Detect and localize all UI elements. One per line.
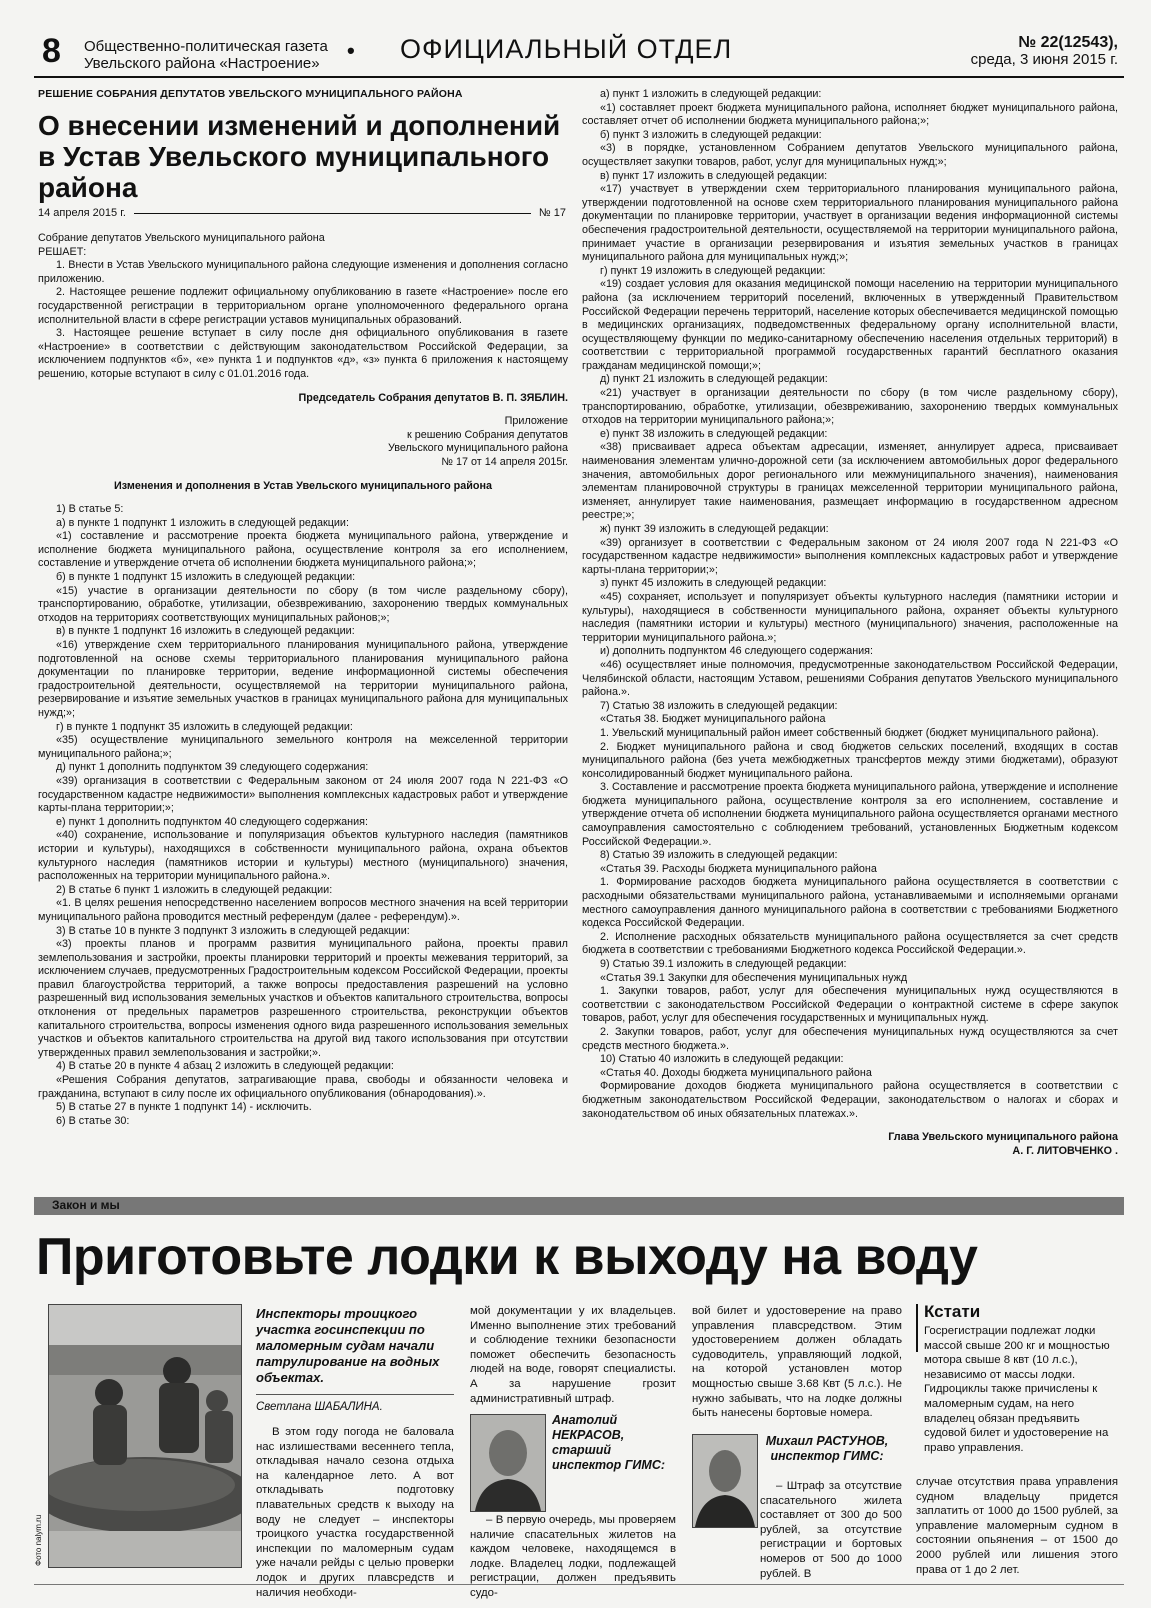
- article-paragraph: мой документации у их владельцев. Именно выполнение этих требований и соблюдение техники безопасности поможет обеспечить безопасность людей на воде, говорят специалисты. А за нарушение грозит административный штраф.: [470, 1305, 676, 1405]
- decree-paragraph: 9) Статью 39.1 изложить в следующей редакции:: [600, 958, 847, 970]
- decree-paragraph: г) в пункте 1 подпункт 35 изложить в следующей редакции:: [56, 720, 353, 733]
- decree-paragraph: РЕШАЕТ:: [38, 245, 87, 258]
- boat-photo-drawing: [49, 1305, 241, 1567]
- decree-paragraph: «19) создает условия для оказания медицинской помощи населению на территории муниципального района (за исключением территорий поселений, включенных в утвержденный Правительством Российской Федерации перечень территорий, население которых обеспечивается медицинской помощью в медицинских организациях, подведомственных федеральному органу исполнительной власти, осуществляющему функции по медико-санитарному обеспечению населения отдельных территорий) в соответствии с территориальной программой государственных гарантий бесплатного оказания гражданам медицинской помощи;»;: [582, 278, 1118, 372]
- decree-paragraph: е) пункт 38 изложить в следующей редакции:: [600, 427, 828, 440]
- decree-paragraph: к решению Собрания депутатов: [406, 428, 568, 441]
- decree-paragraph: «21) участвует в организации деятельности по сбору (в том числе раздельному сбору), транспортированию, обработке, утилизации, обезвреживанию, захоронению твердых коммунальных отходов на территории муниципального района;»;: [582, 387, 1118, 427]
- decree-paragraph: «45) сохраняет, использует и популяризует объекты культурного наследия (памятники истории и культуры), находящиеся в собственности муниципального района, охраняет объекты культурного наследия (памятники истории и культуры) местного (муниципального) значения, расположенные на территории муниципального района.»;: [582, 590, 1118, 644]
- article-paragraph: – Штраф за отсутствие спасательного жилета составляет от 300 до 500 рублей, за отсутствие регистрации и бортовых номеров от 500 до 1000 рублей. В: [760, 1480, 902, 1580]
- decree-column-right: [582, 88, 1118, 1158]
- decree-paragraph: б) в пункте 1 подпункт 15 изложить в следующей редакции:: [56, 571, 356, 584]
- decree-paragraph: 2. Закупки товаров, работ, услуг для обеспечения муниципальных нужд осуществляются за счет средств местного бюджета.».: [582, 1025, 1118, 1052]
- article-column-4: [916, 1475, 1118, 1577]
- author-last-name: ШАБАЛИНА.: [314, 1401, 383, 1413]
- paragraph-spacer: [38, 405, 568, 415]
- decree-paragraph: «1. В целях решения непосредственно населением вопросов местного значения на всей территории муниципального района проводится местный референдум (далее - референдум).».: [38, 897, 568, 923]
- dateline-rule: [134, 213, 531, 214]
- decree-paragraph: 6) В статье 30:: [56, 1114, 130, 1127]
- decree-paragraph: 1. Закупки товаров, работ, услуг для обеспечения муниципальных нужд осуществляются в соответствии с законодательством Российской Федерации о контрактной системе в сфере закупок товаров, работ, услуг для обеспечения государственных и муниципальных нужд.: [582, 985, 1118, 1025]
- decree-paragraph: а) в пункте 1 подпункт 1 изложить в следующей редакции:: [56, 516, 349, 529]
- separator-dot-icon: •: [347, 38, 355, 63]
- decree-paragraph: «Статья 40. Доходы бюджета муниципального района: [600, 1066, 872, 1079]
- decree-paragraph: 1) В статье 5:: [56, 503, 124, 516]
- paragraph-spacer: [582, 1121, 1118, 1131]
- kstati-heading: Кстати: [924, 1302, 981, 1321]
- boat-inspection-photo: [48, 1304, 242, 1568]
- article-byline: [256, 1394, 454, 1413]
- portrait-drawing: [693, 1435, 757, 1527]
- rastunov-caption: Михаил РАСТУНОВ, инспектор ГИМС:: [765, 1434, 889, 1463]
- decree-paragraph: «3) проекты планов и программ развития муниципального района, проекты правил землепользования и застройки, проекты планировки территорий и проекты межевания территорий, за исключением случаев, предусмотренных Градостроительным кодексом Российской Федерации, проекты правил благоустройства территорий, а также вопросы предоставления разрешений на условно разрешенный вид использования земельных участков и объектов капитального строительства, вопросы отклонения от предельных параметров разрешенного строительства, реконструкции объектов капитального строительства, вопросы изменения одного вида разрешенного использования земельных участков и объектов капитального строительства на другой вид такого использования при отсутствии утвержденных правил землепользования и застройки;».: [38, 938, 568, 1059]
- decree-column-left: [38, 232, 568, 1128]
- issue-date: среда, 3 июня 2015 г.: [970, 51, 1118, 68]
- decree-paragraph: 2. Бюджет муниципального района и свод бюджетов сельских поселений, входящих в состав муниципального района (без учета межбюджетных трансфертов между этими бюджетами), образуют консолидированный бюджет муниципального района.: [582, 740, 1118, 780]
- decree-paragraph: в) в пункте 1 подпункт 16 изложить в следующей редакции:: [56, 625, 355, 638]
- decree-paragraph: «Решения Собрания депутатов, затрагивающие права, свободы и обязанности человека и гражданина, вступают в силу после их официального опубликования (обнародования).».: [38, 1074, 568, 1100]
- decree-paragraph: в) пункт 17 изложить в следующей редакции:: [600, 169, 828, 182]
- decree-paragraph: и) дополнить подпунктом 46 следующего содержания:: [600, 645, 874, 658]
- page-header: [34, 30, 1124, 78]
- decree-paragraph: «35) осуществление муниципального земельного контроля на межселенной территории муниципального района;»;: [38, 734, 568, 760]
- paper-name-line2: Увельского района «Настроение»: [84, 55, 320, 72]
- decree-paragraph: д) пункт 1 дополнить подпунктом 39 следующего содержания:: [56, 761, 369, 774]
- decree-paragraph: «40) сохранение, использование и популяризация объектов культурного наследия (памятников истории и культуры), находящихся в собственности муниципального района, охрана объектов культурного наследия (памятников истории и культуры) местного (муниципального) значения, расположенных на территории муниципального района.».: [38, 829, 568, 883]
- decree-paragraph: «15) участие в организации деятельности по сбору (в том числе раздельному сбору), транспортированию, обработке, утилизации, обезвреживанию, захоронению твердых коммунальных отходов на территориях соответствующих муниципальных районов;»;: [38, 584, 568, 624]
- decree-paragraph: е) пункт 1 дополнить подпунктом 40 следующего содержания:: [56, 815, 369, 828]
- decree-paragraph: г) пункт 19 изложить в следующей редакции:: [600, 264, 826, 277]
- paragraph-spacer: [38, 493, 568, 503]
- decree-paragraph: 1. Внести в Устав Увельского муниципального района следующие изменения и дополнения согласно приложению.: [38, 259, 568, 285]
- decree-paragraph: Приложение: [504, 415, 568, 428]
- photo-credit: Фото nalym.ru: [34, 1514, 43, 1566]
- author-first-name: Светлана: [256, 1401, 312, 1413]
- decree-paragraph: 1. Увельский муниципальный район имеет собственный бюджет (бюджет муниципального района).: [600, 726, 1099, 739]
- decree-paragraph: 5) В статье 27 в пункте 1 подпункт 14) - исключить.: [56, 1101, 312, 1114]
- decree-paragraph: 4) В статье 20 в пункте 4 абзац 2 изложить в следующей редакции:: [56, 1060, 394, 1073]
- issue-number: № 22(12543),: [1018, 34, 1118, 51]
- decree-paragraph: «1) составляет проект бюджета муниципального района, исполняет бюджет муниципального района, составляет отчет об исполнении бюджета муниципального района;»;: [582, 101, 1118, 128]
- paper-name-line1: Общественно-политическая газета: [84, 38, 328, 55]
- decree-paragraph: № 17 от 14 апреля 2015г.: [441, 455, 568, 468]
- decree-paragraph: Председатель Собрания депутатов В. П. ЗЯБЛИН.: [298, 391, 568, 404]
- decree-paragraph: Изменения и дополнения в Устав Увельского муниципального района: [113, 479, 493, 492]
- decree-paragraph: 7) Статью 38 изложить в следующей редакции:: [600, 699, 838, 712]
- article-column-2: [470, 1304, 676, 1406]
- nekrasov-caption: Анатолий НЕКРАСОВ, старший инспектор ГИМС:: [552, 1413, 666, 1472]
- article-paragraph: – В первую очередь, мы проверяем наличие спасательных жилетов на каждом человеке, находящемся в лодке. Владелец лодки, подлежащей регистрации, должен предъявить судо-: [470, 1514, 676, 1599]
- decree-paragraph: «1) составление и рассмотрение проекта бюджета муниципального района, утверждение и исполнение бюджета муниципального района, осуществление контроля за его исполнением, составление и утверждение отчета об исполнении бюджета муниципального района;»;: [38, 530, 568, 570]
- decree-paragraph: «Статья 38. Бюджет муниципального района: [600, 713, 826, 726]
- decree-paragraph: б) пункт 3 изложить в следующей редакции:: [600, 128, 822, 141]
- decree-paragraph: А. Г. ЛИТОВЧЕНКО .: [1012, 1144, 1118, 1157]
- article-paragraph: случае отсутствия права управления судном владельцу придется заплатить от 1000 до 1500 рублей, за управление маломерным судном в состоянии опьянения – от 1500 до 2000 рублей или лишения этого права от 1 до 2 лет.: [916, 1476, 1118, 1576]
- decree-dateline: [38, 207, 566, 219]
- decree-paragraph: 2. Исполнение расходных обязательств муниципального района осуществляется за счет средств бюджета в соответствии с требованиями Бюджетного кодекса Российской Федерации.».: [582, 930, 1118, 957]
- decree-paragraph: Глава Увельского муниципального района: [888, 1131, 1118, 1144]
- kstati-box: [924, 1324, 1118, 1455]
- decree-number: № 17: [538, 207, 566, 219]
- paper-name: [84, 38, 328, 72]
- bottom-rule: [34, 1584, 1124, 1585]
- decree-paragraph: 1. Формирование расходов бюджета муниципального района осуществляется в соответствии с расходными обязательствами муниципального района, устанавливаемыми и исполняемыми органами местного самоуправления данного муниципального района в соответствии с требованиями Бюджетного кодекса Российской Федерации.: [582, 876, 1118, 930]
- portrait-drawing: [471, 1415, 545, 1511]
- section-title: ОФИЦИАЛЬНЫЙ ОТДЕЛ: [400, 34, 733, 64]
- rastunov-portrait-photo: [692, 1434, 758, 1528]
- decree-paragraph: 2. Настоящее решение подлежит официальному опубликованию в газете «Настроение» после его государственной регистрации в территориальном органе уполномоченного федерального органа исполнительной власти в сфере регистрации уставов муниципальных образований.: [38, 286, 568, 326]
- decree-paragraph: «38) присваивает адреса объектам адресации, изменяет, аннулирует адреса, присваивает наименования элементам улично-дорожной сети (за исключением автомобильных дорог федерального значения, автомобильных дорог регионального или межмуниципального значения), наименования элементам планировочной структуры в границах межселенной территории муниципального района, изменяет, аннулирует такие наименования, размещает информацию в государственном адресном реестре;»;: [582, 441, 1118, 522]
- decree-paragraph: д) пункт 21 изложить в следующей редакции:: [600, 373, 828, 386]
- kstati-rule: [916, 1304, 919, 1352]
- decree-paragraph: 2) В статье 6 пункт 1 изложить в следующей редакции:: [56, 883, 333, 896]
- article-title: Приготовьте лодки к выходу на воду: [36, 1228, 978, 1286]
- decree-paragraph: «39) организует в соответствии с Федеральным законом от 24 июля 2007 года N 221-ФЗ «О государственном кадастре недвижимости» выполнения комплексных кадастровых работ и утверждение карты-плана территории;»;: [582, 536, 1118, 576]
- article-lead: Инспекторы троицкого участка госинспекции по маломерным судам начали патрулирование на водных объектах.: [256, 1306, 440, 1385]
- decree-paragraph: Собрание депутатов Увельского муниципального района: [38, 232, 325, 244]
- decree-paragraph: 3. Составление и рассмотрение проекта бюджета муниципального района, утверждение и исполнение бюджета муниципального района, осуществление контроля за его исполнением, составление и утверждение отчета об исполнении бюджета муниципального района осуществляется органами местного самоуправления самостоятельно с соблюдением требований, установленных Бюджетным кодексом Российской Федерации.».: [582, 781, 1118, 848]
- rastunov-quote: [760, 1479, 902, 1581]
- issue-info: [971, 34, 1118, 68]
- article-paragraph: В этом году погода не баловала нас излишествами весеннего тепла, откладывая начало сезона отдыха на календарное лето. А вот откладывать подготовку плавательных средств к выходу на воду не следует – инспекторы троицкого участка государственной инспекции по маломерным судам уже начали рейды с целью проверки лодок и других плавсредств и наличия необходи-: [256, 1426, 454, 1599]
- article-column-1: [256, 1425, 454, 1600]
- decree-paragraph: «46) осуществляет иные полномочия, предусмотренные законодательством Российской Федерации, Челябинской области, настоящим Уставом, решениями Собрания депутатов Увельского муниципального района.».: [582, 658, 1118, 699]
- decree-paragraph: 3) В статье 10 в пункте 3 подпункт 3 изложить в следующей редакции:: [56, 924, 410, 937]
- decree-paragraph: «39) организация в соответствии с Федеральным законом от 24 июля 2007 года N 221-ФЗ «О государственном кадастре недвижимости» выполнения комплексных кадастровых работ и утверждение карты-плана территории;»;: [38, 774, 568, 815]
- decree-paragraph: 10) Статью 40 изложить в следующей редакции:: [600, 1053, 844, 1066]
- nekrasov-quote: [470, 1513, 676, 1601]
- decree-paragraph: 8) Статью 39 изложить в следующей редакции:: [600, 849, 838, 862]
- decree-paragraph: «Статья 39. Расходы бюджета муниципального района: [600, 862, 877, 875]
- decree-date: 14 апреля 2015 г.: [38, 207, 126, 219]
- decree-paragraph: Увельского муниципального района: [387, 442, 568, 455]
- decree-paragraph: «17) участвует в утверждении схем территориального планирования муниципального района, утверждении подготовленной на основе схем территориального планирования муниципального района документации по планировке территории, участвует в организации ведения информационной системы обеспечения градостроительной деятельности, осуществляемой на территории муниципального района, принимает участие в организации резервирования и изъятия земельных участков в границах муниципального района для муниципальных нужд;»;: [582, 183, 1118, 264]
- paragraph-spacer: [38, 382, 568, 392]
- kstati-text: Госрегистрации подлежат лодки массой свыше 200 кг и мощностью мотора свыше 8 квт (10 л.с.), независимо от массы лодки. Гидроциклы также причислены к маломерным судам, на него владелец обязан предъявить судовой билет и удостоверение на право управления.: [924, 1325, 1110, 1454]
- decree-paragraph: «Статья 39.1 Закупки для обеспечения муниципальных нужд: [600, 971, 908, 984]
- decree-paragraph: «16) утверждение схем территориального планирования муниципального района, утверждение подготовленной на основе схемы территориального планирования муниципального района документации по планировке территории, ведение информационной системы обеспечения градостроительной деятельности, осуществляемой на территории муниципального района, резервирование и изъятие земельных участков в границах муниципального района для муниципальных нужд;»;: [38, 639, 568, 719]
- decree-kicker: РЕШЕНИЕ СОБРАНИЯ ДЕПУТАТОВ УВЕЛЬСКОГО МУНИЦИПАЛЬНОГО РАЙОНА: [38, 88, 463, 100]
- decree-paragraph: з) пункт 45 изложить в следующей редакции:: [600, 577, 827, 590]
- decree-paragraph: Формирование доходов бюджета муниципального района осуществляется в соответствии с бюджетным законодательством Российской Федерации, законодательством о налогах и сборах и законодательством об иных обязательных платежах.».: [582, 1080, 1118, 1120]
- topic-bar: [34, 1197, 1124, 1215]
- decree-paragraph: а) пункт 1 изложить в следующей редакции:: [600, 88, 822, 100]
- topic-label: Закон и мы: [52, 1198, 120, 1212]
- page-number: 8: [42, 32, 61, 70]
- decree-paragraph: «3) в порядке, установленном Собранием депутатов Увельского муниципального района, осуществляет закупки товаров, работ, услуг для муниципальных нужд;»;: [582, 142, 1118, 168]
- paragraph-spacer: [38, 470, 568, 480]
- article-column-3: [692, 1304, 902, 1421]
- decree-paragraph: ж) пункт 39 изложить в следующей редакции:: [600, 523, 829, 535]
- nekrasov-portrait-photo: [470, 1414, 546, 1512]
- article-paragraph: вой билет и удостоверение на право управления плавсредством. Этим удостоверением должен обладать судоводитель, управляющий лодкой, на которой установлен мотор мощностью свыше 3.68 Квт (5 л.с.). Не нужно забывать, что на лодке должны быть нанесены бортовые номера.: [692, 1305, 902, 1420]
- decree-paragraph: 3. Настоящее решение вступает в силу после дня официального опубликования в газете «Настроение» в соответствии с действующим законодательством Российской Федерации, за исключением подпунктов «б», «е» пункта 1 и подпунктов «д», «з» пункта 6 приложения к настоящему решению, которые вступают в силу с 01.01.2016 года.: [38, 327, 568, 380]
- decree-title: О внесении изменений и дополнений в Устав Увельского муниципального района: [38, 110, 561, 203]
